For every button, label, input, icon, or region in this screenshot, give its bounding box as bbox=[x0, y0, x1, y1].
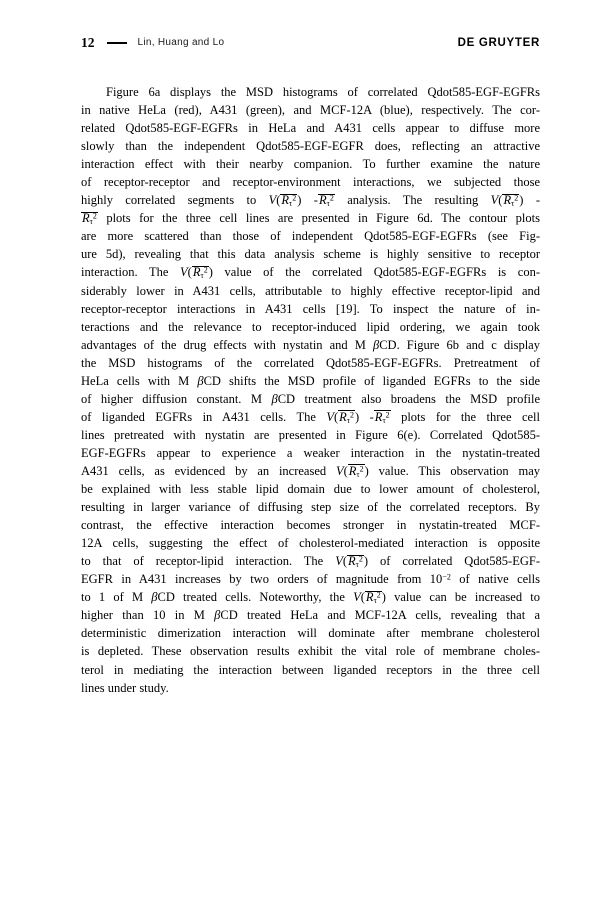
math-overline-r-tau-squared: $R_\tau^2$ bbox=[318, 193, 334, 209]
text-line: siderably lower in A431 cells, attributable to highly effective receptor-lipid and bbox=[81, 283, 540, 298]
text-line: contrast, the effective interaction becomes stronger in nystatin-treated MCF- bbox=[81, 518, 540, 533]
text-line: to that of receptor-lipid interaction. The $V(R_\tau^2)$ of correlated Qdot585-EGF- bbox=[81, 554, 540, 570]
text-line: of higher diffusion constant. M βCD treatment also broadens the MSD profile bbox=[81, 391, 540, 406]
text-line: be explained with less stable lipid domain due to lower amount of cholesterol, bbox=[81, 482, 540, 497]
text-line: related Qdot585-EGF-EGFRs in HeLa and A431 cells appear to diffuse more bbox=[81, 121, 540, 136]
text-line: HeLa cells with M βCD shifts the MSD profile of liganded EGFRs to the side bbox=[81, 373, 540, 388]
article-paragraph bbox=[81, 83, 540, 697]
text-line: terol in mediating the interaction between liganded receptors in the three cell bbox=[81, 662, 540, 677]
text-line: slowly than the independent Qdot585-EGF-EGFR does, reflecting an attractive bbox=[81, 139, 540, 154]
running-head-authors: Lin, Huang and Lo bbox=[137, 37, 225, 48]
text-line: EGFR in A431 increases by two orders of magnitude from $10^{-2}$ of native cells bbox=[81, 572, 540, 587]
math-overline-r-tau-squared: $R_\tau^2$ bbox=[348, 554, 363, 570]
math-variance-expression: $V(R_\tau^2)$ bbox=[180, 265, 213, 281]
text-line: in native HeLa (red), A431 (green), and MCF-12A (blue), respectively. The cor- bbox=[81, 103, 540, 118]
math-overline-r-tau-squared: $R_\tau^2$ bbox=[82, 211, 97, 227]
page-number: 12 bbox=[81, 35, 95, 50]
text-line: interaction effect with their nearby companion. To further examine the nature bbox=[81, 157, 540, 172]
text-line: lines under study. bbox=[81, 680, 169, 695]
header-dash-rule bbox=[107, 42, 127, 44]
math-overline-r-tau-squared: $R_\tau^2$ bbox=[281, 193, 297, 209]
math-variance-expression: $V(R_\tau^2)$ bbox=[335, 554, 369, 570]
math-overline-r-tau-squared: $R_\tau^2$ bbox=[503, 193, 519, 209]
math-overline-r-tau-squared: $R_\tau^2$ bbox=[339, 409, 355, 425]
math-overline-r-tau-squared: $R_\tau^2$ bbox=[192, 265, 208, 281]
text-line: of liganded EGFRs in A431 cells. The $V(R_\tau^2)$ $-R_\tau^2$ plots for the three cell bbox=[81, 409, 540, 425]
text-line: is depleted. These observation results exhibit the vital role of membrane choles- bbox=[81, 644, 540, 659]
text-line: the MSD histograms of the correlated Qdot585-EGF-EGFRs. Pretreatment of bbox=[81, 355, 540, 370]
math-variance-expression: $V(R_\tau^2)$ bbox=[268, 193, 302, 209]
publisher-name: DE GRUYTER bbox=[457, 37, 540, 49]
math-overline-r-tau-squared: $R_\tau^2$ bbox=[365, 590, 381, 606]
text-line: ure 5d), revealing that this data analysis scheme is highly sensitive to receptor bbox=[81, 247, 540, 262]
text-line: interaction. The $V(R_\tau^2)$ value of the correlated Qdot585-EGF-EGFRs is con- bbox=[81, 265, 540, 281]
text-line: deterministic dimerization interaction will dominate after membrane cholesterol bbox=[81, 626, 540, 641]
text-line: teractions and the relevance to receptor-induced lipid ordering, we again took bbox=[81, 319, 540, 334]
math-overline-r-tau-squared: $R_\tau^2$ bbox=[348, 463, 364, 479]
text-line: 12A cells, suggesting the effect of cholesterol-mediated interaction is opposite bbox=[81, 536, 540, 551]
text-line: resulting in larger variance of diffusing step size of the correlated receptors. By bbox=[81, 500, 540, 515]
text-line: EGF-EGFRs appear to experience a weaker interaction in the nystatin-treated bbox=[81, 445, 540, 460]
text-line: Figure 6a displays the MSD histograms of correlated Qdot585-EGF-EGFRs bbox=[106, 85, 540, 99]
text-line: of receptor-receptor and receptor-environment interactions, we subjected those bbox=[81, 175, 540, 190]
text-line: advantages of the drug effects with nystatin and M βCD. Figure 6b and c display bbox=[81, 337, 540, 352]
running-header bbox=[81, 36, 540, 50]
math-variance-expression: $V(R_\tau^2)$ bbox=[335, 463, 369, 479]
text-line: receptor-receptor interactions in A431 cells [19]. To inspect the nature of in- bbox=[81, 301, 540, 316]
math-overline-r-tau-squared: $R_\tau^2$ bbox=[374, 409, 390, 425]
text-line: $R_\tau^2$ plots for the three cell lines are presented in Figure 6d. The contour plots bbox=[82, 211, 540, 227]
text-line: higher than 10 in M βCD treated HeLa and MCF-12A cells, revealing that a bbox=[81, 608, 541, 623]
text-line: are more scattered than those of independent Qdot585-EGF-EGFRs (see Fig- bbox=[81, 229, 540, 244]
text-line: to 1 of M βCD treated cells. Noteworthy, the $V(R_\tau^2)$ value can be increased to bbox=[81, 590, 541, 606]
math-variance-expression: $V(R_\tau^2)$ bbox=[490, 193, 524, 209]
text-line: lines pretreated with nystatin are presented in Figure 6(e). Correlated Qdot585- bbox=[81, 427, 540, 442]
math-variance-expression: $V(R_\tau^2)$ bbox=[353, 590, 386, 606]
math-variance-expression: $V(R_\tau^2)$ bbox=[326, 409, 360, 425]
text-line: highly correlated segments to $V(R_\tau^2)$ $-R_\tau^2$ analysis. The resulting $V(R_\tau^2)$ - bbox=[81, 193, 540, 209]
text-line: A431 cells, as evidenced by an increased $V(R_\tau^2)$ value. This observation may bbox=[81, 463, 540, 479]
